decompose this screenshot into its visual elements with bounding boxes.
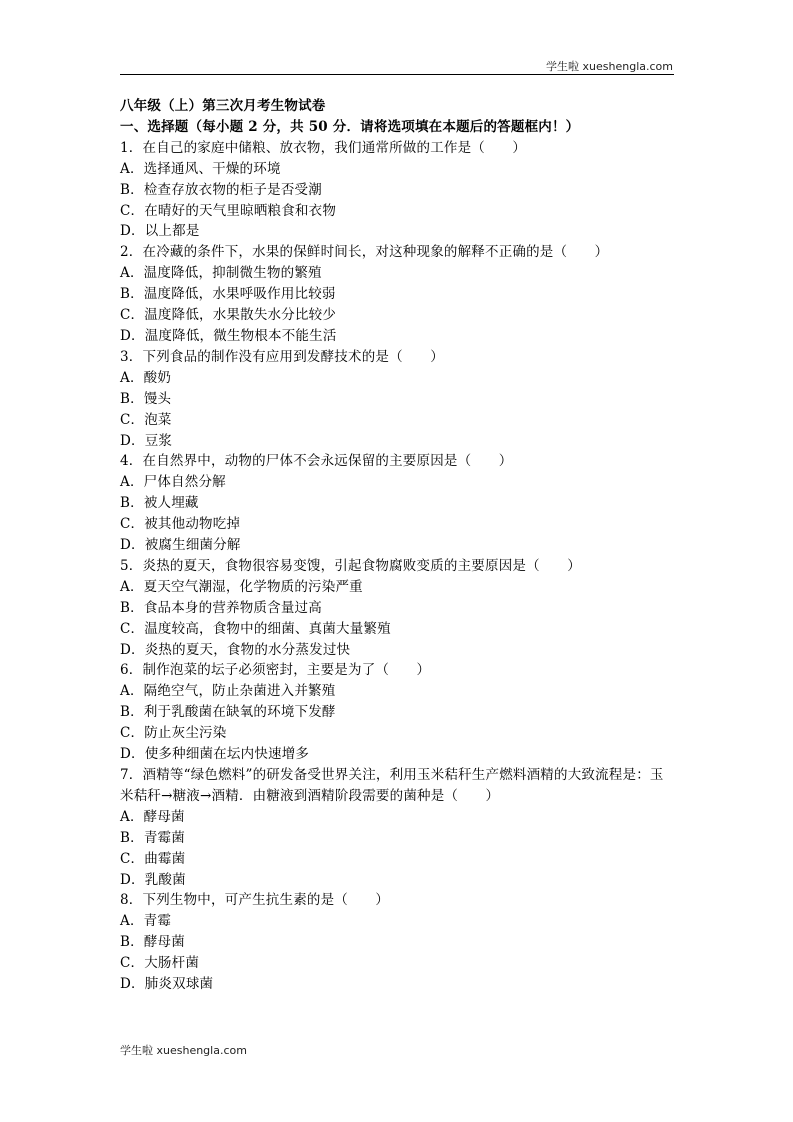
option-b: B．馒头 [120,390,172,407]
option-d: D．炎热的夏天，食物的水分蒸发过快 [120,641,351,658]
question-8 [120,890,676,995]
option-c: C．泡菜 [120,411,172,428]
question-5 [120,556,676,661]
question-4 [120,451,676,556]
question-stem: 3．下列食品的制作没有应用到发酵技术的是（ ） [120,348,444,365]
header-divider [120,74,674,75]
option-b: B．被人埋藏 [120,495,199,512]
question-stem: 2．在冷藏的条件下，水果的保鲜时间长，对这种现象的解释不正确的是（ ） [120,244,609,261]
option-b: B．温度降低，水果呼吸作用比较弱 [120,286,336,303]
option-a: A．隔绝空气，防止杂菌进入并繁殖 [120,683,336,700]
option-c: C．温度降低，水果散失水分比较少 [120,307,337,324]
option-d: D．被腐生细菌分解 [120,537,241,554]
option-a: A．夏天空气潮湿，化学物质的污染严重 [120,578,363,595]
option-b: B．青霉菌 [120,829,185,846]
option-a: A．选择通风、干燥的环境 [120,160,281,177]
question-stem: 5．炎热的夏天，食物很容易变馊，引起食物腐败变质的主要原因是（ ） [120,557,581,574]
option-d: D．以上都是 [120,223,200,240]
option-b: B．酵母菌 [120,934,185,951]
question-stem: 8．下列生物中，可产生抗生素的是（ ） [120,892,390,909]
question-stem: 6．制作泡菜的坛子必须密封，主要是为了（ ） [120,662,431,679]
option-b: B．利于乳酸菌在缺氧的环境下发酵 [120,704,336,721]
header-site: 学生啦 xueshengla.com [546,60,673,73]
option-a: A．温度降低，抑制微生物的繁殖 [120,265,322,282]
option-d: D．温度降低，微生物根本不能生活 [120,327,337,344]
option-d: D．肺炎双球菌 [120,976,214,993]
footer-site: 学生啦 xueshengla.com [120,1044,247,1057]
option-b: B．食品本身的营养物质含量过高 [120,599,322,616]
option-c: C．曲霉菌 [120,850,186,867]
option-a: A．青霉 [120,913,172,930]
question-stem: 1．在自己的家庭中储粮、放衣物，我们通常所做的工作是（ ） [120,139,527,156]
question-1 [120,138,676,243]
option-a: A．酵母菌 [120,808,185,825]
question-3 [120,347,676,452]
question-7 [120,765,676,890]
option-d: D．使多种细菌在坛内快速增多 [120,746,310,763]
option-a: A．尸体自然分解 [120,474,226,491]
question-2 [120,242,676,347]
option-c: C．温度较高，食物中的细菌、真菌大量繁殖 [120,620,391,637]
question-stem: 7．酒精等“绿色燃料”的研发备受世界关注，利用玉米秸秆生产燃料酒精的大致流程是：玉米秸秆→糖液→酒精．由糖液到酒精阶段需要的菌种是（ ） [120,767,664,804]
option-c: C．被其他动物吃掉 [120,516,241,533]
option-c: C．防止灰尘污染 [120,725,227,742]
page-title: 八年级（上）第三次月考生物试卷 [120,98,326,114]
question-stem: 4．在自然界中，动物的尸体不会永远保留的主要原因是（ ） [120,453,513,470]
option-a: A．酸奶 [120,369,172,386]
option-b: B．检查存放衣物的柜子是否受潮 [120,181,322,198]
option-c: C．在晴好的天气里晾晒粮食和衣物 [120,202,337,219]
option-d: D．豆浆 [120,432,173,449]
option-d: D．乳酸菌 [120,871,186,888]
option-c: C．大肠杆菌 [120,955,200,972]
question-6 [120,660,676,765]
document-body [120,96,676,995]
section-heading: 一、选择题（每小题 2 分，共 50 分．请将选项填在本题后的答题框内！） [120,118,580,135]
